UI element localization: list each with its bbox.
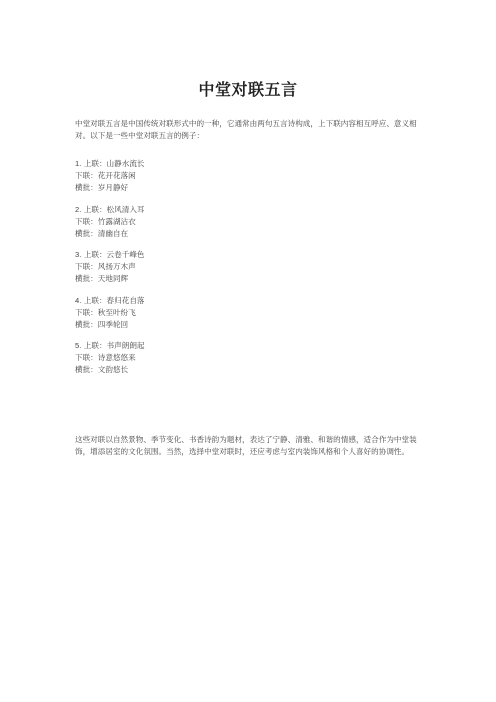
couplet-upper bbox=[75, 204, 425, 216]
couplet-list bbox=[75, 158, 425, 386]
couplet-horizontal: 横批：四季轮回 bbox=[75, 319, 129, 329]
couplet-horizontal: 横批：文韵悠长 bbox=[75, 365, 129, 374]
couplet-item bbox=[75, 340, 425, 376]
couplet-upper bbox=[75, 295, 425, 307]
couplet-lower: 下联：诗意悠悠来 bbox=[75, 353, 136, 362]
conclusion-paragraph: 这些对联以自然景物、季节变化、书香诗韵为题材，表达了宁静、清雅、和谐的情感，适合作为中堂装饰，增添居室的文化氛围。当然，选择中堂对联时，还应考虑与室内装饰风格和个人喜好的协调性。 bbox=[75, 435, 417, 456]
couplet-upper bbox=[75, 158, 425, 170]
couplet-item bbox=[75, 249, 425, 285]
couplet-number: 2. bbox=[75, 204, 82, 214]
couplet-lower: 下联：秋至叶纷飞 bbox=[75, 307, 136, 317]
couplet-horizontal: 横批：清幽自在 bbox=[75, 228, 129, 238]
couplet-upper-text: 上联：春归花自落 bbox=[83, 295, 145, 305]
couplet-lower: 下联：风扬万木声 bbox=[75, 262, 136, 271]
couplet-lower: 下联：花开花落闲 bbox=[75, 171, 136, 180]
couplet-upper-text: 上联：书声朗朗起 bbox=[83, 341, 145, 350]
couplet-upper-text: 上联：云卷千峰色 bbox=[83, 250, 145, 259]
couplet-upper bbox=[75, 340, 425, 352]
couplet-upper bbox=[75, 249, 425, 261]
couplet-number: 3. bbox=[75, 250, 82, 259]
couplet-item bbox=[75, 204, 425, 240]
couplet-number: 4. bbox=[75, 295, 82, 305]
couplet-lower: 下联：竹露湖沾衣 bbox=[75, 216, 136, 226]
couplet-upper-text: 上联：松风清入耳 bbox=[83, 204, 145, 214]
couplet-horizontal: 横批：岁月静好 bbox=[75, 183, 129, 192]
couplet-item bbox=[75, 295, 425, 331]
couplet-horizontal: 横批：天地同辉 bbox=[75, 274, 129, 283]
document-title: 中堂对联五言 bbox=[198, 80, 298, 99]
couplet-number: 1. bbox=[75, 159, 82, 168]
intro-paragraph: 中堂对联五言是中国传统对联形式中的一种，它通常由两句五言诗构成，上下联内容相互呼应、意义相对。以下是一些中堂对联五言的例子： bbox=[75, 119, 417, 140]
couplet-upper-text: 上联：山静水流长 bbox=[83, 159, 145, 168]
couplet-number: 5. bbox=[75, 341, 82, 350]
couplet-item bbox=[75, 158, 425, 194]
